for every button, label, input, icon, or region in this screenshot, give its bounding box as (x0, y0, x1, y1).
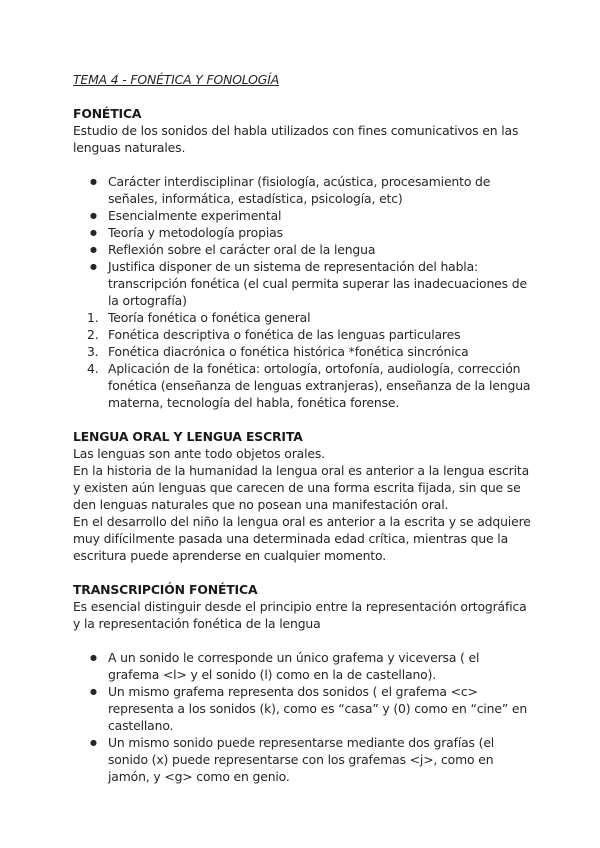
fonetica-intro: Estudio de los sonidos del habla utilizados con fines comunicativos en las lenguas naturales. (73, 123, 519, 155)
document-body (73, 71, 533, 802)
list-item: 4. Aplicación de la fonética: ortología, ortofonía, audiología, corrección fonética (enseñanza de lenguas extranjeras), enseñanza de la lengua materna, tecnología del habla, fonética forense. (87, 361, 531, 410)
list-item: Un mismo grafema representa dos sonidos ( el grafema <c> representa a los sonidos (k), como es “casa” y (0) como en “cine” en castellano. (108, 684, 528, 733)
list-item: Un mismo sonido puede representarse mediante dos grafías (el sonido (x) puede representarse con los grafemas <j>, como en jamón, y <g> como en genio. (108, 735, 495, 784)
paragraph: Las lenguas son ante todo objetos orales. (73, 446, 325, 461)
list-item: 1. Teoría fonética o fonética general (87, 310, 311, 325)
list-item: Teoría y metodología propias (108, 225, 283, 240)
list-item: Carácter interdisciplinar (fisiología, acústica, procesamiento de señales, informática, estadística, psicología, etc) (108, 174, 491, 206)
list-item: 2. Fonética descriptiva o fonética de las lenguas particulares (87, 327, 461, 342)
section-heading-lengua-oral: LENGUA ORAL Y LENGUA ESCRITA (73, 429, 303, 444)
document-title: TEMA 4 - FONÉTICA Y FONOLOGÍA (73, 72, 280, 87)
section-heading-transcripcion: TRANSCRIPCIÓN FONÉTICA (73, 582, 258, 597)
paragraph: En la historia de la humanidad la lengua oral es anterior a la lengua escrita y existen aún lenguas que carecen de una forma escrita fijada, sin que se den lenguas naturales que no posean una manifestación oral. (73, 463, 530, 512)
list-item: Reflexión sobre el carácter oral de la lengua (108, 242, 376, 257)
transcripcion-bullet-list (87, 649, 533, 785)
section-lengua-oral (73, 428, 533, 564)
transcripcion-intro: Es esencial distinguir desde el principio entre la representación ortográfica y la representación fonética de la lengua (73, 599, 527, 631)
list-item: Justifica disponer de un sistema de representación del habla: transcripción fonética (el cual permita superar las inadecuaciones de la ortografía) (108, 259, 527, 308)
list-item: A un sonido le corresponde un único grafema y viceversa ( el grafema <l> y el sonido (l) como en la de castellano). (108, 650, 480, 682)
section-transcripcion (73, 581, 533, 785)
section-fonetica (73, 105, 533, 411)
fonetica-numbered-list (87, 309, 533, 411)
list-number: 2. (87, 327, 99, 342)
list-number: 1. (87, 310, 99, 325)
section-heading-fonetica: FONÉTICA (73, 106, 142, 121)
list-item: 3. Fonética diacrónica o fonética histórica *fonética sincrónica (87, 344, 469, 359)
list-number: 4. (87, 361, 99, 376)
fonetica-bullet-list (87, 173, 533, 309)
list-number: 3. (87, 344, 99, 359)
paragraph: En el desarrollo del niño la lengua oral es anterior a la escrita y se adquiere muy difícilmente pasada una determinada edad crítica, mientras que la escritura puede aprenderse en cualquier momento. (73, 514, 531, 563)
list-item: Esencialmente experimental (108, 208, 282, 223)
